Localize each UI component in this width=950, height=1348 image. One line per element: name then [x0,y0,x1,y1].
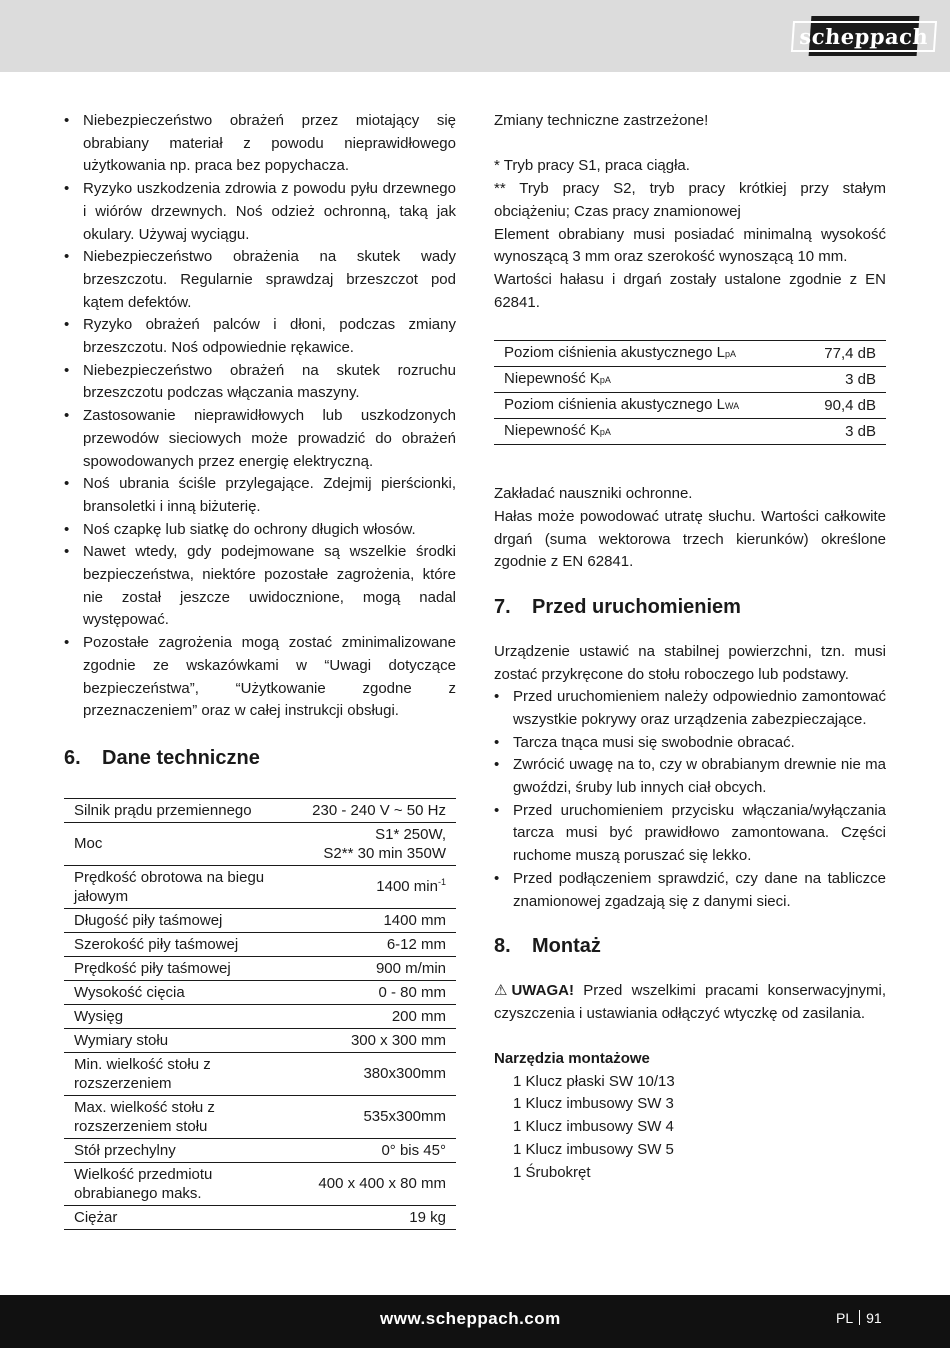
noise-label: Poziom ciśnienia akustycznego L [504,344,725,362]
checklist-item: • Przed uruchomieniem przycisku włączania/wyłączania tarcza musi być prawidłowo zamontowana. Części ruchome muszą poruszać się lekko. [494,800,886,868]
noise-label: Niepewność K [504,370,600,388]
noise-label-cell [494,367,800,393]
section-number: 7. [494,596,511,619]
spec-value: 300 x 300 mm [294,1028,456,1052]
spec-label: Moc [64,822,294,865]
table-row [64,908,456,932]
section-6-heading [64,747,456,770]
spec-value-cell [294,822,456,865]
tool-item: 1 Śrubokręt [513,1163,591,1181]
spec-value: 1400 mm [294,908,456,932]
table-row [64,1052,456,1095]
hazard-list [64,110,456,723]
checklist-item: • Zwrócić uwagę na to, czy w obrabianym drewnie nie ma gwoździ, śruby lub innych ciał obcych. [494,754,886,799]
page-footer [0,1295,950,1348]
spec-value: 0 - 80 mm [294,980,456,1004]
hazard-item: • Ryzyko obrażeń palców i dłoni, podczas zmiany brzeszczotu. Noś odpowiednie rękawice. [64,314,456,359]
noise-standard-note: Wartości hałasu i drgań zostały ustalone zgodnie z EN 62841. [494,270,886,311]
spec-label: Max. wielkość stołu z rozszerzeniem stołu [64,1095,294,1138]
spec-label: Ciężar [64,1205,294,1229]
warning-text: Przed wszelkimi pracami konserwacyjnymi, czyszczenia i ustawiania odłączyć wtyczkę od zasilania. [494,981,886,1022]
noise-label-cell [494,419,800,445]
spec-value: 0° bis 45° [294,1138,456,1162]
operating-mode-note: ** Tryb pracy S2, tryb pracy krótkiej przy stałym obciążeniu; Czas pracy znamionowej [494,180,886,220]
tools-list [494,1071,886,1185]
section-title: Przed uruchomieniem [532,596,741,619]
noise-label: Poziom ciśnienia akustycznego L [504,396,725,414]
noise-value: 3 dB [800,367,886,393]
spec-value: 1400 min [376,878,438,896]
operating-mode-note: * Tryb pracy S1, praca ciągła. [494,157,690,175]
website-link[interactable]: www.scheppach.com [380,1309,561,1328]
spec-label: Stół przechylny [64,1138,294,1162]
noise-label-subscript: pA [724,349,736,360]
table-row [64,1028,456,1052]
spec-label: Wymiary stołu [64,1028,294,1052]
noise-label-cell [494,341,800,367]
language-code: PL [836,1310,854,1326]
noise-label-cell [494,393,800,419]
checklist-item: • Przed podłączeniem sprawdzić, czy dane na tabliczce znamionowej zgadzają się z danymi sieci. [494,868,886,913]
noise-value: 90,4 dB [800,393,886,419]
table-row [64,1004,456,1028]
spec-value: 380x300mm [294,1052,456,1095]
page-header [0,0,950,72]
section-7-heading [494,596,886,619]
technical-data-table [64,798,456,1230]
noise-value: 3 dB [800,419,886,445]
spec-value: 230 - 240 V ~ 50 Hz [294,798,456,822]
noise-label-subscript: pA [599,375,611,386]
table-row [64,980,456,1004]
spec-label: Min. wielkość stołu z rozszerzeniem [64,1052,294,1095]
table-row [494,367,886,393]
spec-value-superscript: -1 [437,877,446,888]
spec-value: 400 x 400 x 80 mm [294,1162,456,1205]
spec-value: 200 mm [294,1004,456,1028]
spec-value: 900 m/min [294,956,456,980]
spec-value: S2** 30 min 350W [323,844,446,862]
hazard-item: • Niebezpieczeństwo obrażeń na skutek rozruchu brzeszczotu podczas włączania maszyny. [64,360,456,405]
hazard-item: • Noś czapkę lub siatkę do ochrony długich włosów. [64,519,456,542]
spec-label: Szerokość piły taśmowej [64,932,294,956]
setup-intro: Urządzenie ustawić na stabilnej powierzchni, tzn. musi zostać przykręcone do stołu roboczego lub podstawy. [494,642,886,683]
warning-label: UWAGA! [511,981,574,999]
tools-heading: Narzędzia montażowe [494,1050,650,1068]
hazard-item: • Noś ubrania ściśle przylegające. Zdejmij pierścionki, bransoletki i inną biżuterię. [64,473,456,518]
hearing-loss-note: Hałas może powodować utratę słuchu. Wartości całkowite drgań (suma wektorowa trzech kierunków) określone zgodnie z EN 62841. [494,508,886,571]
table-row [494,341,886,367]
hazard-item: • Ryzyko uszkodzenia zdrowia z powodu pyłu drzewnego i wiórów drzewnych. Noś odzież ochronną, taką jak okulary. Używaj wyciągu. [64,178,456,246]
tool-item: 1 Klucz płaski SW 10/13 [513,1072,675,1090]
spec-label: Wielkość przedmiotu obrabianego maks. [64,1162,294,1205]
table-row [64,1205,456,1229]
page-indicator [836,1310,882,1326]
tool-item: 1 Klucz imbusowy SW 3 [513,1095,674,1113]
warning-triangle-icon: ⚠ [494,981,508,999]
hazard-item: • Nawet wtedy, gdy podejmowane są wszelkie środki bezpieczeństwa, niektóre pozostałe zagrożenia, które nie został jeszcze uwidocznione, mogą nadal występować. [64,541,456,632]
noise-label-subscript: WA [724,401,740,412]
tool-item: 1 Klucz imbusowy SW 4 [513,1118,674,1136]
hazard-item: • Zastosowanie nieprawidłowych lub uszkodzonych przewodów sieciowych może prowadzić do obrażeń spowodowanych przez energię elektryczną. [64,405,456,473]
spec-value-cell [294,865,456,908]
section-number: 8. [494,935,511,958]
spec-label: Wysokość cięcia [64,980,294,1004]
section-number: 6. [64,746,81,769]
table-row [64,798,456,822]
noise-label: Niepewność K [504,422,600,440]
workpiece-note: Element obrabiany musi posiadać minimalną wysokość wynoszącą 3 mm oraz szerokość wynoszącą 10 mm. [494,225,886,266]
table-row [64,865,456,908]
table-row [64,932,456,956]
noise-table [494,340,886,445]
table-row [494,419,886,445]
section-title: Montaż [532,935,601,958]
scheppach-logo [798,16,930,56]
warning-paragraph [494,980,886,1025]
logo-text: scheppach [791,21,938,52]
spec-label: Prędkość obrotowa na biegu jałowym [64,865,294,908]
table-row [64,1095,456,1138]
table-row [64,956,456,980]
divider [859,1310,860,1325]
spec-value: S1* 250W, [375,825,446,843]
right-column [494,110,886,1184]
hearing-protection-note: Zakładać nauszniki ochronne. [494,485,693,503]
left-column [64,110,456,1230]
startup-checklist [494,686,886,913]
checklist-item: • Tarcza tnąca musi się swobodnie obracać. [494,732,886,755]
spec-value: 535x300mm [294,1095,456,1138]
noise-value: 77,4 dB [800,341,886,367]
spec-value: 19 kg [294,1205,456,1229]
section-title: Dane techniczne [102,746,260,769]
spec-label: Prędkość piły taśmowej [64,956,294,980]
spec-label: Wysięg [64,1004,294,1028]
hazard-item: • Niebezpieczeństwo obrażeń przez miotający się obrabiany materiał z powodu nieprawidłowego użytkowania np. praca bez popychacza. [64,110,456,178]
table-row [64,1138,456,1162]
tool-item: 1 Klucz imbusowy SW 5 [513,1140,674,1158]
spec-label: Silnik prądu przemiennego [64,798,294,822]
table-row [64,822,456,865]
hazard-item: • Pozostałe zagrożenia mogą zostać zminimalizowane zgodnie ze wskazówkami w “Uwagi dotyczące bezpieczeństwa”, “Użytkowanie zgodne z przeznaczeniem” oraz w całej instrukcji obsługi. [64,632,456,723]
spec-value: 6-12 mm [294,932,456,956]
spec-label: Długość piły taśmowej [64,908,294,932]
section-8-heading [494,935,886,958]
page-number: 91 [866,1310,882,1326]
table-row [64,1162,456,1205]
hazard-item: • Niebezpieczeństwo obrażenia na skutek wady brzeszczotu. Regularnie sprawdzaj brzeszczot pod kątem defektów. [64,246,456,314]
noise-label-subscript: pA [599,427,611,438]
checklist-item: • Przed uruchomieniem należy odpowiednio zamontować wszystkie pokrywy oraz urządzenia zabezpieczające. [494,686,886,731]
changes-reserved-note: Zmiany techniczne zastrzeżone! [494,112,709,129]
table-row [494,393,886,419]
